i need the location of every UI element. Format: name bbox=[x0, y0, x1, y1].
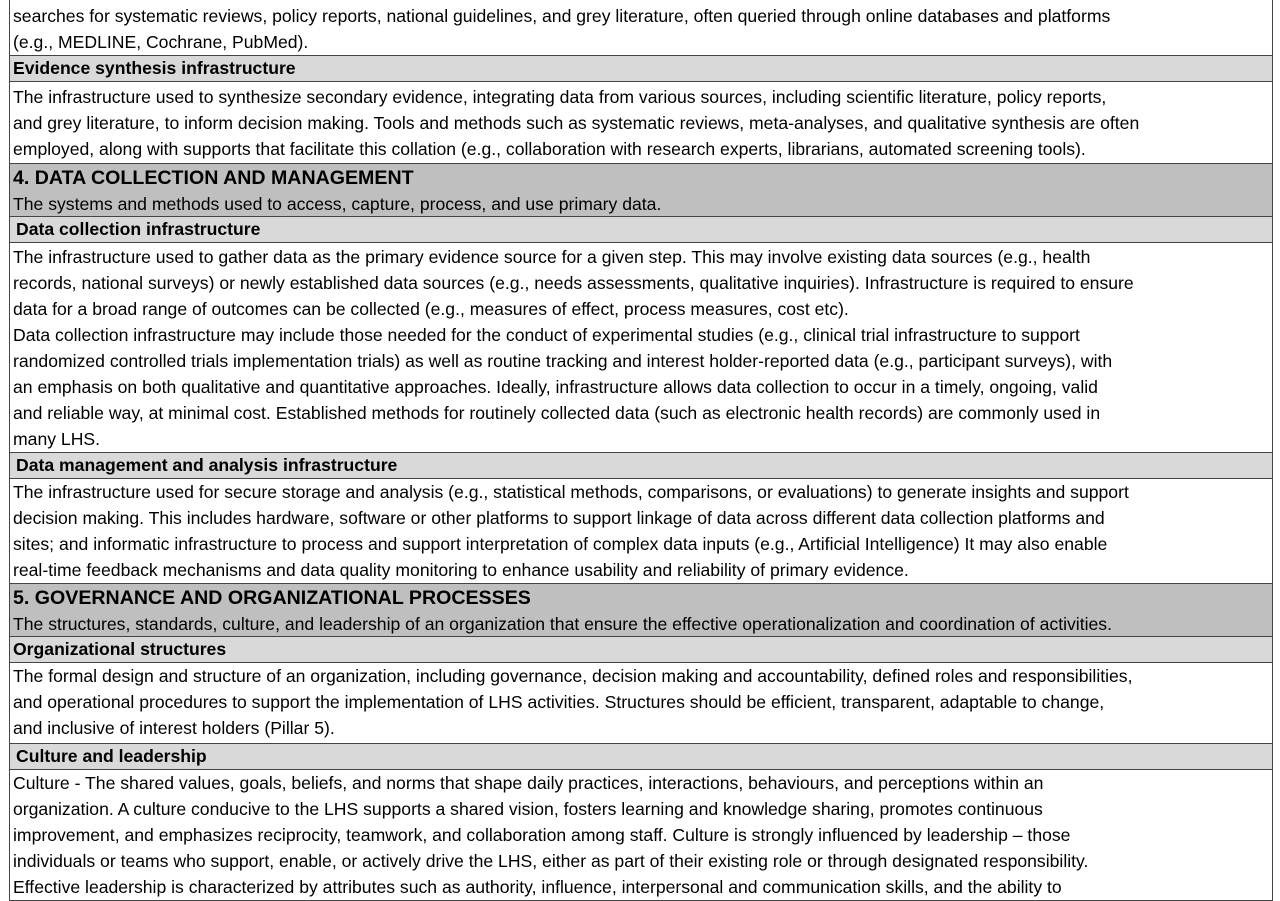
text-line: data for a broad range of outcomes can be collected (e.g., measures of effect, process measures, cost etc). bbox=[13, 299, 849, 319]
subheading-data-management: Data management and analysis infrastructure bbox=[10, 452, 1272, 478]
text-line: organization. A culture conducive to the LHS supports a shared vision, fosters learning and knowledge sharing, promotes continuous bbox=[13, 799, 1043, 819]
text-line: The infrastructure used to synthesize secondary evidence, integrating data from various sources, including scientific literature, policy reports, bbox=[13, 87, 1107, 107]
subheading-culture-leadership: Culture and leadership bbox=[10, 743, 1272, 769]
text-line: The formal design and structure of an organization, including governance, decision making and accountability, defined roles and responsibilities, bbox=[13, 666, 1133, 686]
section-5-header bbox=[10, 583, 1272, 636]
subheading-data-collection: Data collection infrastructure bbox=[10, 216, 1272, 242]
text-line: many LHS. bbox=[13, 429, 101, 449]
subheading-evidence-synthesis: Evidence synthesis infrastructure bbox=[10, 55, 1272, 81]
text-line: searches for systematic reviews, policy reports, national guidelines, and grey literature, often queried through online databases and platforms bbox=[13, 6, 1111, 26]
text-line: The infrastructure used for secure storage and analysis (e.g., statistical methods, comparisons, or evaluations) to generate insights and support bbox=[13, 482, 1129, 502]
text-line: Data collection infrastructure may include those needed for the conduct of experimental studies (e.g., clinical trial infrastructure to support bbox=[13, 325, 1080, 345]
evidence-synthesis-body bbox=[10, 81, 1272, 163]
text-line: improvement, and emphasizes reciprocity, teamwork, and collaboration among staff. Culture is strongly influenced by leadership – those bbox=[13, 825, 1071, 845]
subheading-organizational-structures: Organizational structures bbox=[10, 636, 1272, 662]
text-line: an emphasis on both qualitative and quantitative approaches. Ideally, infrastructure allows data collection to occur in a timely, ongoing, valid bbox=[13, 377, 1098, 397]
text-line: The infrastructure used to gather data as the primary evidence source for a given step. This may involve existing data sources (e.g., health bbox=[13, 247, 1091, 267]
top-continuation-cell bbox=[10, 0, 1272, 55]
text-line: and reliable way, at minimal cost. Established methods for routinely collected data (such as electronic health records) are commonly used in bbox=[13, 403, 1101, 423]
text-line: sites; and informatic infrastructure to process and support interpretation of complex data inputs (e.g., Artificial Intelligence) It may also enable bbox=[13, 534, 1108, 554]
section-4-title: 4. DATA COLLECTION AND MANAGEMENT bbox=[13, 167, 414, 189]
data-collection-body bbox=[10, 242, 1272, 452]
data-management-body bbox=[10, 478, 1272, 583]
text-line: and grey literature, to inform decision making. Tools and methods such as systematic reviews, meta-analyses, and qualitative synthesis are often bbox=[13, 113, 1140, 133]
section-5-title: 5. GOVERNANCE AND ORGANIZATIONAL PROCESSES bbox=[13, 587, 531, 609]
section-5-description: The structures, standards, culture, and leadership of an organization that ensure the effective operationalization and coordination of activities. bbox=[13, 614, 1112, 634]
organizational-structures-body bbox=[10, 662, 1272, 743]
section-4-header bbox=[10, 163, 1272, 216]
text-line: real-time feedback mechanisms and data quality monitoring to enhance usability and reliability of primary evidence. bbox=[13, 560, 909, 580]
text-line: Culture - The shared values, goals, beliefs, and norms that shape daily practices, interactions, behaviours, and perceptions within an bbox=[13, 773, 1044, 793]
text-line: Effective leadership is characterized by attributes such as authority, influence, interpersonal and communication skills, and the ability to bbox=[13, 877, 1062, 897]
text-line: (e.g., MEDLINE, Cochrane, PubMed). bbox=[13, 32, 309, 52]
text-line: employed, along with supports that facilitate this collation (e.g., collaboration with research experts, librarians, automated screening tools). bbox=[13, 139, 1086, 159]
text-line: randomized controlled trials implementation trials) as well as routine tracking and interest holder-reported data (e.g., participant surveys), with bbox=[13, 351, 1113, 371]
text-line: individuals or teams who support, enable, or actively drive the LHS, either as part of their existing role or through designated responsibility. bbox=[13, 851, 1089, 871]
text-line: and inclusive of interest holders (Pillar 5). bbox=[13, 718, 335, 738]
section-4-description: The systems and methods used to access, capture, process, and use primary data. bbox=[13, 194, 662, 214]
text-line: and operational procedures to support the implementation of LHS activities. Structures should be efficient, transparent, adaptable to change, bbox=[13, 692, 1105, 712]
text-line: records, national surveys) or newly established data sources (e.g., needs assessments, qualitative inquiries). Infrastructure is required to ensure bbox=[13, 273, 1134, 293]
text-line: decision making. This includes hardware, software or other platforms to support linkage of data across different data collection platforms and bbox=[13, 508, 1105, 528]
framework-table bbox=[9, 0, 1273, 901]
culture-leadership-body bbox=[10, 769, 1272, 900]
